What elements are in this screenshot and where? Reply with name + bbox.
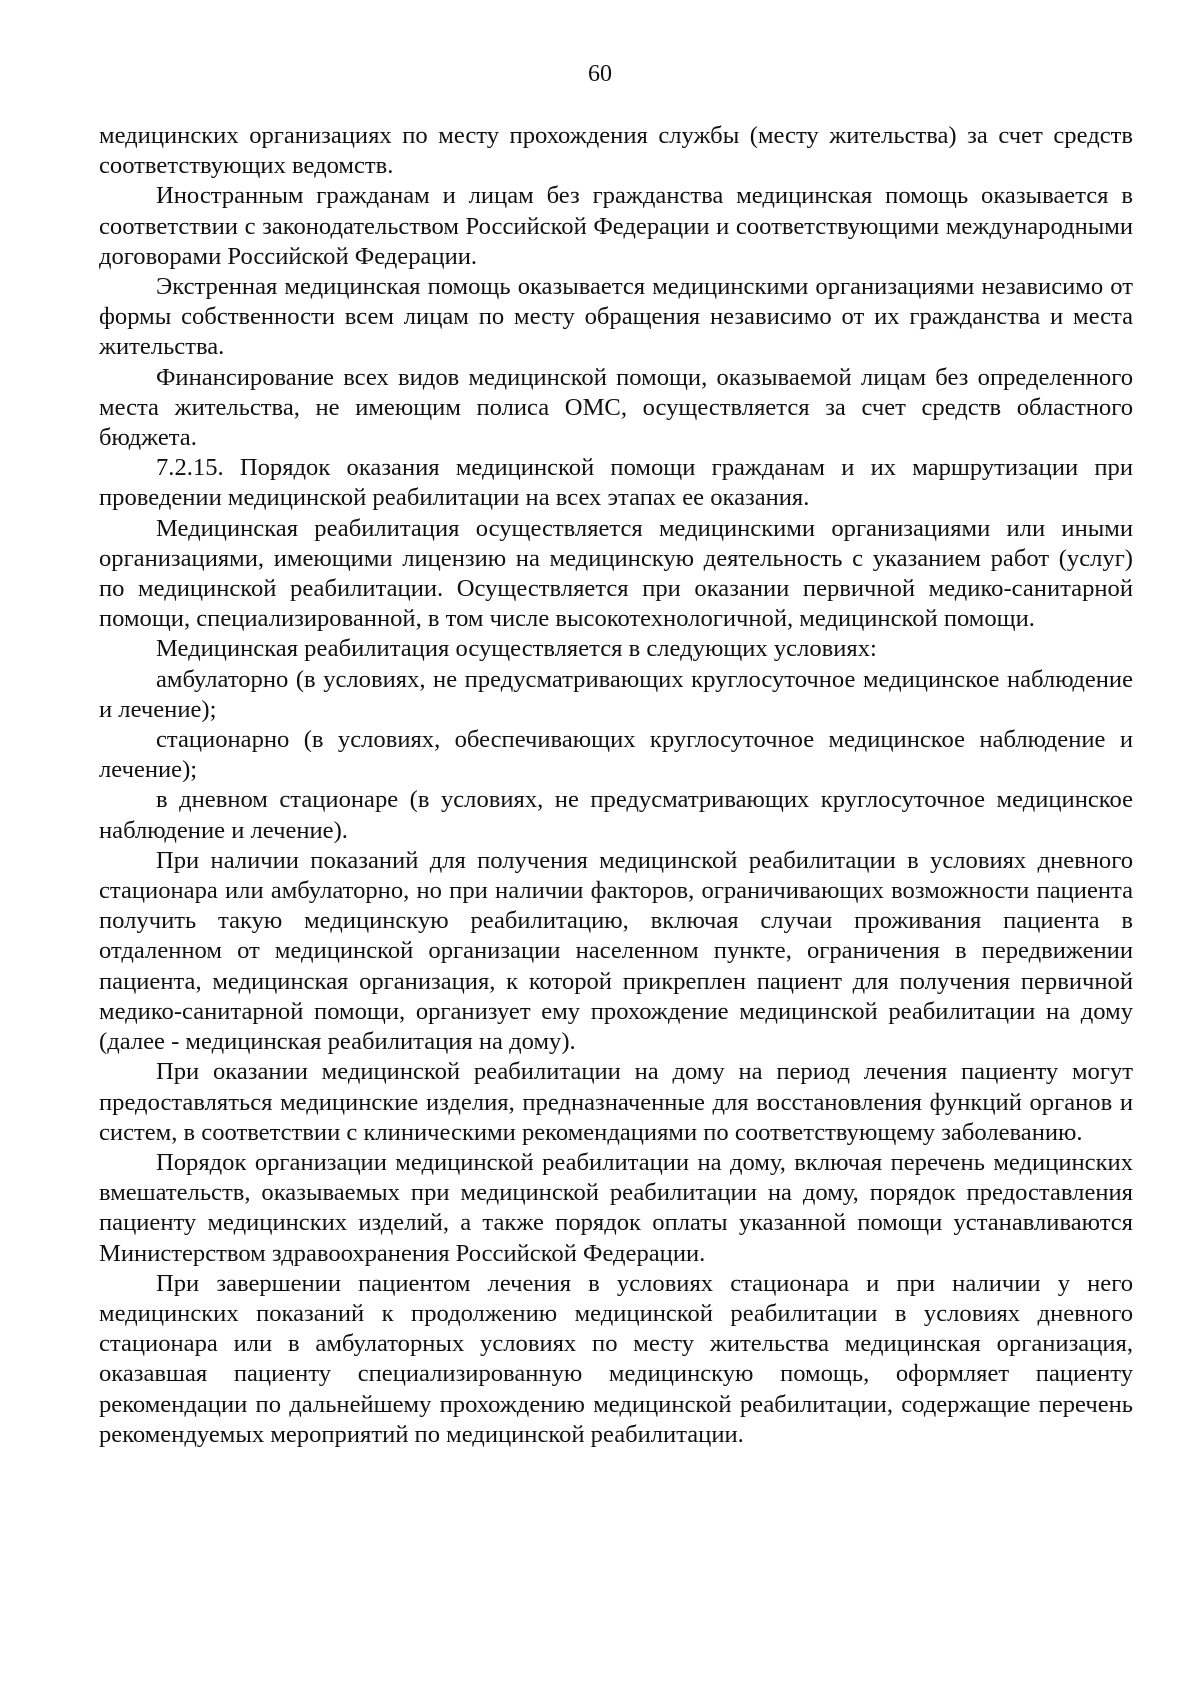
list-item-outpatient: амбулаторно (в условиях, не предусматривающих круглосуточное медицинское наблюдение и лечение);	[99, 665, 1133, 723]
paragraph-procedure-organization: Порядок организации медицинской реабилитации на дому, включая перечень медицинских вмешательств, оказываемых при медицинской реабилитации на дому, порядок предоставления пациенту медицинских изделий, а также порядок оплаты указанной помощи устанавливаются Министерством здравоохранения Российской Федерации.	[99, 1148, 1133, 1267]
paragraph-continuation: медицинских организациях по месту прохождения службы (месту жительства) за счет средств соответствующих ведомств.	[99, 122, 1133, 180]
paragraph-medical-devices: При оказании медицинской реабилитации на дому на период лечения пациенту могут предоставляться медицинские изделия, предназначенные для восстановления функций органов и систем, в соответствии с клиническими рекомендациями по соответствующему заболеванию.	[99, 1058, 1133, 1146]
page-number: 60	[588, 61, 612, 87]
paragraph-rehabilitation-conditions: Медицинская реабилитация осуществляется в следующих условиях:	[156, 635, 877, 663]
paragraph-financing: Финансирование всех видов медицинской помощи, оказываемой лицам без определенного места жительства, не имеющим полиса ОМС, осуществляется за счет средств областного бюджета.	[99, 363, 1133, 452]
paragraph-foreign-citizens: Иностранным гражданам и лицам без гражданства медицинская помощь оказывается в соответствии с законодательством Российской Федерации и соответствующими международными договорами Российской Федерации.	[99, 182, 1133, 270]
list-item-inpatient: стационарно (в условиях, обеспечивающих круглосуточное медицинское наблюдение и лечение);	[99, 726, 1133, 784]
document-body	[99, 121, 1133, 1450]
paragraph-rehabilitation-providers: Медицинская реабилитация осуществляется медицинскими организациями или иными организациями, имеющими лицензию на медицинскую деятельность с указанием работ (услуг) по медицинской реабилитации. Осуществляется при оказании первичной медико-санитарной помощи, специализированной, в том числе высокотехнологичной, медицинской помощи.	[99, 514, 1133, 633]
paragraph-home-rehabilitation: При наличии показаний для получения медицинской реабилитации в условиях дневного стационара или амбулаторно, но при наличии факторов, ограничивающих возможности пациента получить такую медицинскую реабилитацию, включая случаи проживания пациента в отдаленном от медицинской организации населенном пункте, ограничения в передвижении пациента, медицинская организация, к которой прикреплен пациент для получения первичной медико-санитарной помощи, организует ему прохождение медицинской реабилитации на дому (далее - медицинская реабилитация на дому).	[99, 846, 1133, 1056]
paragraph-discharge-recommendations: При завершении пациентом лечения в условиях стационара и при наличии у него медицинских показаний к продолжению медицинской реабилитации в условиях дневного стационара или в амбулаторных условиях по месту жительства медицинская организация, оказавшая пациенту специализированную медицинскую помощь, оформляет пациенту рекомендации по дальнейшему прохождению медицинской реабилитации, содержащие перечень рекомендуемых мероприятий по медицинской реабилитации.	[99, 1269, 1133, 1448]
paragraph-emergency-care: Экстренная медицинская помощь оказывается медицинскими организациями независимо от формы собственности всем лицам по месту обращения независимо от их гражданства и места жительства.	[99, 273, 1133, 361]
section-heading-7-2-15: 7.2.15. Порядок оказания медицинской помощи гражданам и их маршрутизации при проведении медицинской реабилитации на всех этапах ее оказания.	[99, 454, 1133, 512]
list-item-day-hospital: в дневном стационаре (в условиях, не предусматривающих круглосуточное медицинское наблюдение и лечение).	[99, 786, 1133, 844]
